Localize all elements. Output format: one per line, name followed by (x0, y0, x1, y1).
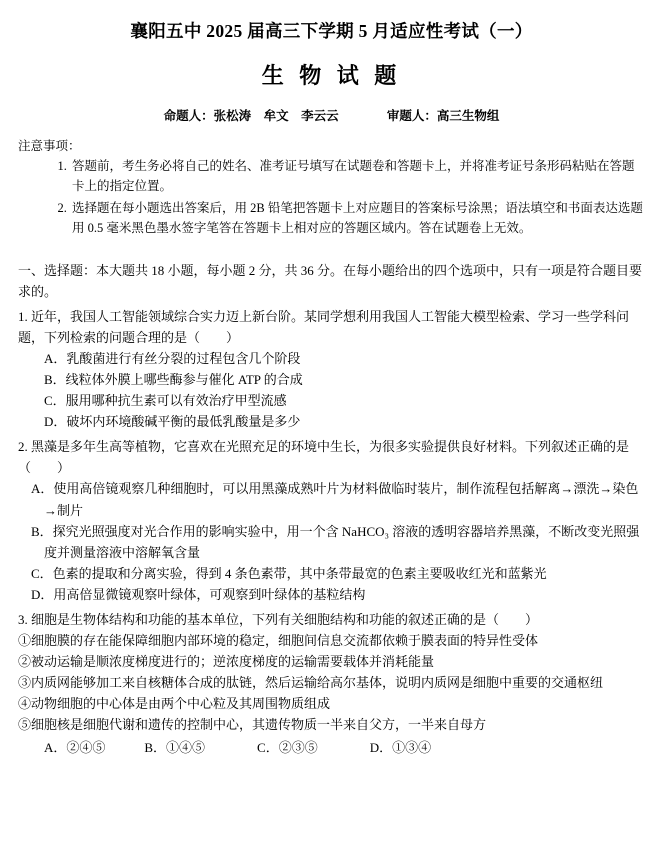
question-1-stem (18, 306, 645, 348)
byline-reviewer: 审题人：高三生物组 (386, 109, 500, 123)
question-1-number: 1. (18, 309, 28, 325)
question-3-statement-5: ⑤细胞核是细胞代谢和遗传的控制中心，其遗传物质一半来自父方，一半来自母方 (18, 716, 487, 732)
question-3-statement-3: ③内质网能够加工来自核糖体合成的肽链，然后运输给高尔基体，说明内质网是细胞中重要的交通枢纽 (18, 674, 604, 690)
byline-authors: 命题人：张松涛 牟文 李云云 (163, 109, 339, 123)
question-2 (18, 436, 645, 604)
list-item: 1. 答题前，考生务必将自己的姓名、准考证号填写在试题卷和答题卡上，并将准考证号条形码粘贴在答题卡上的指定位置。 (70, 156, 645, 197)
question-3-answer-options: A．②④⑤ B．①④⑤ C．②③⑤ D．①③④ (44, 740, 432, 756)
question-1-option-a: A．乳酸菌进行有丝分裂的过程包含几个阶段 (44, 351, 301, 367)
question-3-stem (18, 609, 645, 630)
question-1-option-d: D．破坏内环境酸碱平衡的最低乳酸量是多少 (44, 414, 301, 430)
question-1-option-b: B．线粒体外膜上哪些酶参与催化 ATP 的合成 (44, 372, 303, 388)
question-2-text: 黑藻是多年生高等植物，它喜欢在光照充足的环境中生长，为很多实验提供良好材料。下列叙述正确的是（ ） (18, 439, 630, 476)
notice-heading: 注意事项： (18, 139, 81, 153)
question-2-number: 2. (18, 439, 28, 455)
question-2-option-a: A．使用高倍镜观察几种细胞时，可以用黑藻成熟叶片为材料做临时装片，制作流程包括解离→漂洗→染色→制片 (31, 481, 639, 518)
question-3-statement-1: ①细胞膜的存在能保障细胞内部环境的稳定，细胞间信息交流都依赖于膜表面的特异性受体 (18, 632, 539, 648)
section-one-heading: 一、选择题：本大题共 18 小题，每小题 2 分，共 36 分。在每小题给出的四个选项中，只有一项是符合题目要求的。 (18, 263, 643, 300)
notice-list (18, 156, 645, 238)
subject-title: 生 物 试 题 (261, 63, 402, 88)
question-3 (18, 609, 645, 758)
question-1-text: 近年，我国人工智能领域综合实力迈上新台阶。某同学想利用我国人工智能大模型检索、学习一些学科问题，下列检索的问题合理的是（ ） (18, 309, 630, 346)
question-3-number: 3. (18, 611, 28, 627)
question-1 (18, 306, 645, 432)
page-title: 襄阳五中 2025 届高三下学期 5 月适应性考试（一） (130, 21, 533, 41)
question-2-stem (18, 436, 645, 478)
question-3-text: 细胞是生物体结构和功能的基本单位，下列有关细胞结构和功能的叙述正确的是（ ） (31, 611, 539, 627)
question-2-option-b: B．探究光照强度对光合作用的影响实验中，用一个含 NaHCO₃ 溶液的透明容器培养黑藻，不断改变光照强度并测量溶液中溶解氧含量 (31, 523, 640, 560)
question-2-option-c: C．色素的提取和分离实验，得到 4 条色素带，其中条带最宽的色素主要吸收红光和蓝紫光 (31, 565, 547, 581)
question-3-statement-4: ④动物细胞的中心体是由两个中心粒及其周围物质组成 (18, 695, 331, 711)
byline (18, 106, 645, 124)
question-1-option-c: C．服用哪种抗生素可以有效治疗甲型流感 (44, 393, 287, 409)
list-item: 2. 选择题在每小题选出答案后，用 2B 铅笔把答题卡上对应题目的答案标号涂黑；语法填空和书面表达选题用 0.5 毫米黑色墨水签字笔答在答题卡上相对应的答题区域内。答在试题卷上无效。 (70, 198, 645, 239)
question-2-option-d: D．用高倍显微镜观察叶绿体，可观察到叶绿体的基粒结构 (31, 586, 366, 602)
question-3-statement-2: ②被动运输是顺浓度梯度进行的；逆浓度梯度的运输需要载体并消耗能量 (18, 653, 435, 669)
